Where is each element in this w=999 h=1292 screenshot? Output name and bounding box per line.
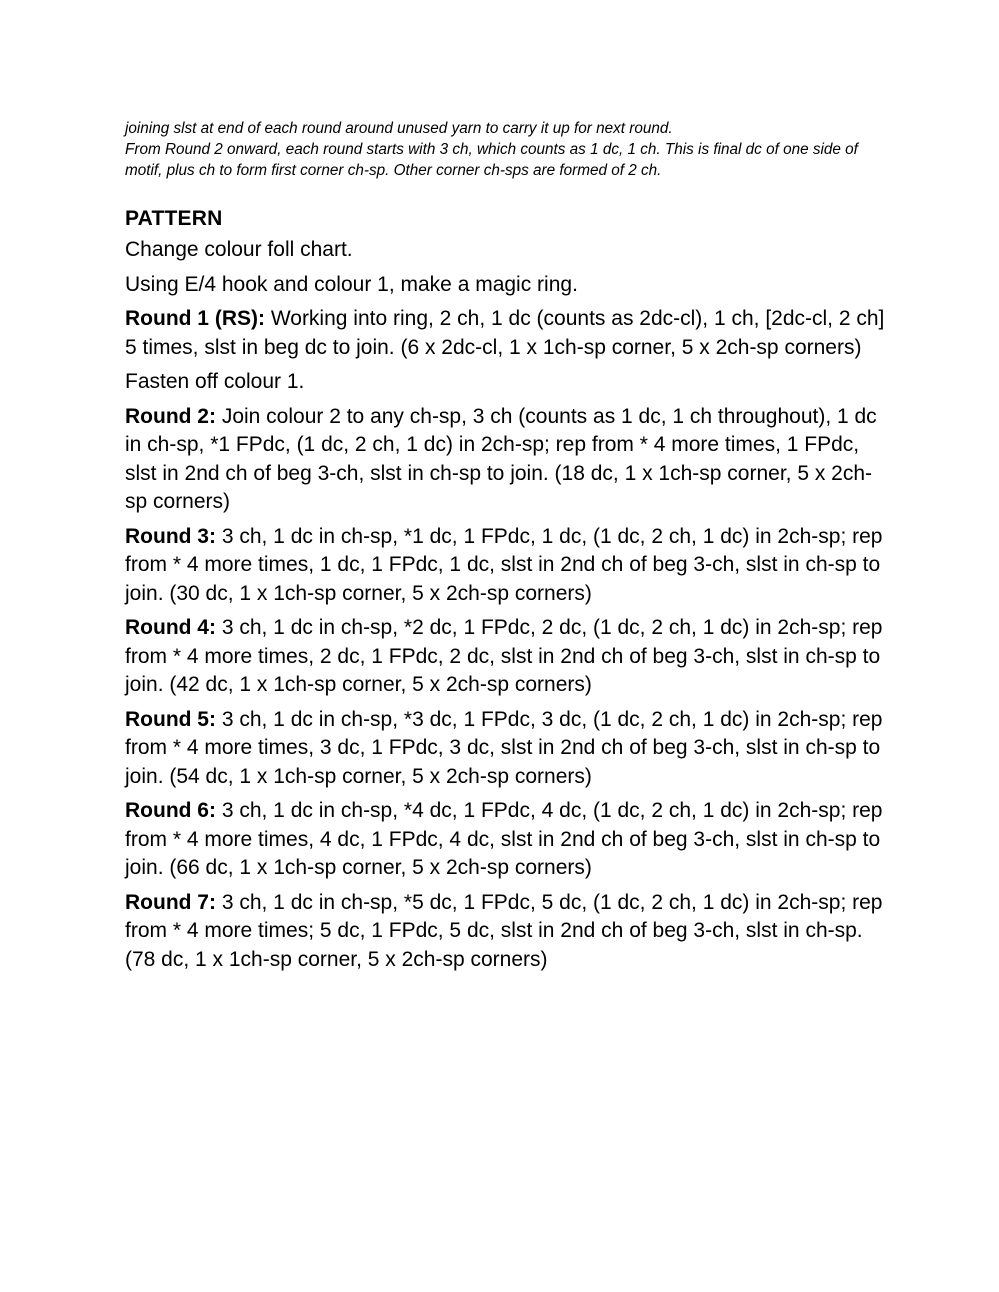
round-4-instruction <box>125 614 885 700</box>
round-text: Join colour 2 to any ch-sp, 3 ch (counts as 1 dc, 1 ch throughout), 1 dc in ch-sp, *1 FPdc, (1 dc, 2 ch, 1 dc) in 2ch-sp; rep from * 4 more times, 1 FPdc, slst in 2nd ch of beg 3-ch, slst in ch-sp to join. (18 dc, 1 x 1ch-sp corner, 5 x 2ch-sp corners) <box>125 404 877 513</box>
round-2-instruction <box>125 403 885 517</box>
pattern-notes <box>125 118 885 181</box>
round-text: 3 ch, 1 dc in ch-sp, *5 dc, 1 FPdc, 5 dc, (1 dc, 2 ch, 1 dc) in 2ch-sp; rep from * 4 more times; 5 dc, 1 FPdc, 5 dc, slst in 2nd ch of beg 3-ch, slst in ch-sp. (78 dc, 1 x 1ch-sp corner, 5 x 2ch-sp corners) <box>125 890 883 971</box>
round-3-instruction <box>125 523 885 609</box>
pattern-body <box>125 236 885 974</box>
pattern-heading: PATTERN <box>125 207 223 230</box>
round-label: Round 7: <box>125 890 216 914</box>
round-1-instruction <box>125 305 885 362</box>
round-text: 3 ch, 1 dc in ch-sp, *2 dc, 1 FPdc, 2 dc, (1 dc, 2 ch, 1 dc) in 2ch-sp; rep from * 4 more times, 2 dc, 1 FPdc, 2 dc, slst in 2nd ch of beg 3-ch, slst in ch-sp to join. (42 dc, 1 x 1ch-sp corner, 5 x 2ch-sp corners) <box>125 616 883 696</box>
round-6-instruction <box>125 797 885 883</box>
fasten-off-line: Fasten off colour 1. <box>125 370 305 393</box>
round-7-instruction <box>125 889 885 975</box>
round-text: Working into ring, 2 ch, 1 dc (counts as 2dc-cl), 1 ch, [2dc-cl, 2 ch] 5 times, slst in beg dc to join. (6 x 2dc-cl, 1 x 1ch-sp corner, 5 x 2ch-sp corners) <box>125 307 885 359</box>
intro-line: Using E/4 hook and colour 1, make a magic ring. <box>125 272 578 296</box>
round-text: 3 ch, 1 dc in ch-sp, *4 dc, 1 FPdc, 4 dc, (1 dc, 2 ch, 1 dc) in 2ch-sp; rep from * 4 more times, 4 dc, 1 FPdc, 4 dc, slst in 2nd ch of beg 3-ch, slst in ch-sp to join. (66 dc, 1 x 1ch-sp corner, 5 x 2ch-sp corners) <box>125 799 883 879</box>
round-label: Round 5: <box>125 707 216 731</box>
round-label: Round 3: <box>125 524 216 548</box>
note-line: joining slst at end of each round around unused yarn to carry it up for next round. <box>125 120 673 137</box>
round-text: 3 ch, 1 dc in ch-sp, *1 dc, 1 FPdc, 1 dc, (1 dc, 2 ch, 1 dc) in 2ch-sp; rep from * 4 more times, 1 dc, 1 FPdc, 1 dc, slst in 2nd ch of beg 3-ch, slst in ch-sp to join. (30 dc, 1 x 1ch-sp corner, 5 x 2ch-sp corners) <box>125 524 883 605</box>
round-5-instruction <box>125 706 885 792</box>
round-label: Round 1 (RS): <box>125 307 265 330</box>
round-label: Round 2: <box>125 404 216 428</box>
document-page <box>125 118 885 980</box>
intro-line: Change colour foll chart. <box>125 238 353 261</box>
round-label: Round 6: <box>125 799 216 822</box>
round-label: Round 4: <box>125 616 216 639</box>
round-text: 3 ch, 1 dc in ch-sp, *3 dc, 1 FPdc, 3 dc, (1 dc, 2 ch, 1 dc) in 2ch-sp; rep from * 4 more times, 3 dc, 1 FPdc, 3 dc, slst in 2nd ch of beg 3-ch, slst in ch-sp to join. (54 dc, 1 x 1ch-sp corner, 5 x 2ch-sp corners) <box>125 707 883 788</box>
note-line: From Round 2 onward, each round starts with 3 ch, which counts as 1 dc, 1 ch. This is final dc of one side of motif, plus ch to form first corner ch-sp. Other corner ch-sps are formed of 2 ch. <box>125 141 858 179</box>
